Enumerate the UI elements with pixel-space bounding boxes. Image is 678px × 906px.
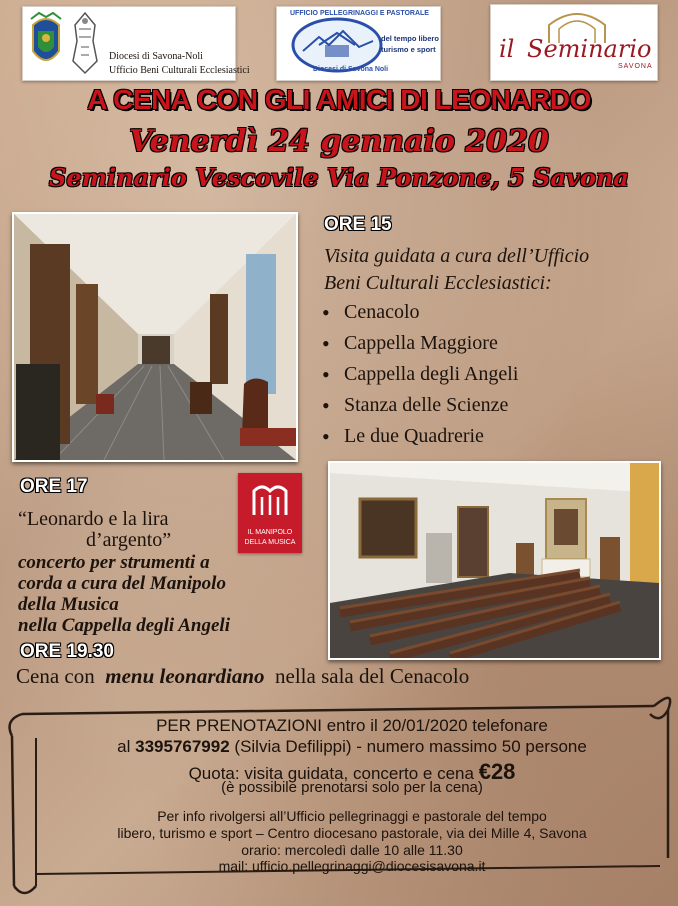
pellegrinaggi-logo [276, 6, 441, 81]
music-note-icon [248, 481, 292, 523]
dinner-text-before: Cena con [16, 664, 95, 688]
bishop-crest-icon [67, 11, 103, 75]
list-item: • Cenacolo [322, 300, 420, 325]
session1-desc-line2: Beni Culturali Ecclesiastici: [324, 272, 552, 294]
chapel-image [330, 463, 659, 658]
session1-time: ORE 15 [324, 214, 392, 235]
session2-time: ORE 17 [20, 476, 88, 497]
list-item-label: Le due Quadrerie [344, 425, 484, 447]
concert-desc-line4: nella Cappella degli Angeli [18, 615, 230, 636]
info-email[interactable]: mail: ufficio.pellegrinaggi@diocesisavona.it [218, 858, 486, 874]
concert-desc-line2: corda a cura del Manipolo [18, 573, 226, 594]
booking-prefix: al [117, 737, 131, 756]
manipolo-line1: IL MANIPOLO [247, 529, 293, 536]
list-item: • Le due Quadrerie [322, 424, 484, 449]
seminario-logo [490, 4, 658, 81]
concert-title-line1: “Leonardo e la lira [18, 508, 169, 530]
seminario-prefix: il [499, 35, 515, 63]
concert-title-line2: d’argento” [86, 529, 172, 551]
seminario-subtitle: SAVONA [618, 63, 653, 70]
diocese-logo [22, 6, 250, 81]
menu-name: menu leonardiano [105, 664, 265, 688]
poster-title: A CENA CON GLI AMICI DI LEONARDO [87, 84, 591, 115]
manipolo-logo [238, 473, 302, 553]
pellegrinaggi-line1: del tempo libero [381, 34, 439, 43]
list-item: • Cappella degli Angeli [322, 362, 519, 387]
seminario-name: Seminario [527, 35, 652, 63]
concert-desc-line3: della Musica [18, 594, 119, 615]
pilgrimage-emblem-icon [289, 15, 389, 73]
booking-line2 [36, 737, 668, 757]
coat-of-arms-icon [29, 11, 63, 75]
info-line2: libero, turismo e sport – Centro diocesano pastorale, via dei Mille 4, Savona [117, 825, 587, 841]
pellegrinaggi-line2: turismo e sport [381, 45, 436, 54]
list-item-label: Cappella Maggiore [344, 332, 498, 354]
list-item: • Stanza delle Scienze [322, 393, 509, 418]
dinner-text-after: nella sala del Cenacolo [275, 664, 470, 688]
session3-time: ORE 19.30 [20, 641, 114, 662]
event-place: Seminario Vescovile Via Ponzone, 5 Savona [49, 163, 629, 192]
corridor-photo [12, 212, 298, 462]
booking-line1: PER PRENOTAZIONI entro il 20/01/2020 telefonare [156, 716, 548, 735]
diocese-name: Diocesi di Savona-Noli [109, 51, 203, 62]
list-item-label: Cenacolo [344, 301, 420, 323]
chapel-photo [328, 461, 661, 660]
session1-desc-line1: Visita guidata a cura dell’Ufficio [324, 245, 590, 267]
list-item: • Cappella Maggiore [322, 331, 498, 356]
quota-note: (è possibile prenotarsi solo per la cena) [221, 779, 483, 796]
info-line1: Per info rivolgersi all’Ufficio pellegrinaggi e pastorale del tempo [157, 808, 547, 824]
manipolo-line2: DELLA MUSICA [244, 539, 296, 546]
pellegrinaggi-arc-text: UFFICIO PELLEGRINAGGI E PASTORALE [290, 10, 429, 17]
corridor-image [14, 214, 296, 460]
concert-desc-line1: concerto per strumenti a [18, 552, 210, 573]
info-line3: orario: mercoledì dalle 10 alle 11.30 [241, 842, 463, 858]
event-date: Venerdì 24 gennaio 2020 [129, 124, 549, 159]
quota-text: Quota: visita guidata, concerto e cena [188, 764, 474, 783]
booking-contact: (Silvia Defilippi) - numero massimo 50 persone [234, 737, 587, 756]
booking-phone[interactable]: 3395767992 [135, 737, 230, 756]
quota-price: €28 [478, 759, 516, 784]
pellegrinaggi-bottom-text: Diocesi di Savona Noli [313, 66, 389, 73]
list-item-label: Cappella degli Angeli [344, 363, 519, 385]
list-item-label: Stanza delle Scienze [344, 394, 509, 416]
diocese-office: Ufficio Beni Culturali Ecclesiastici [109, 65, 250, 76]
